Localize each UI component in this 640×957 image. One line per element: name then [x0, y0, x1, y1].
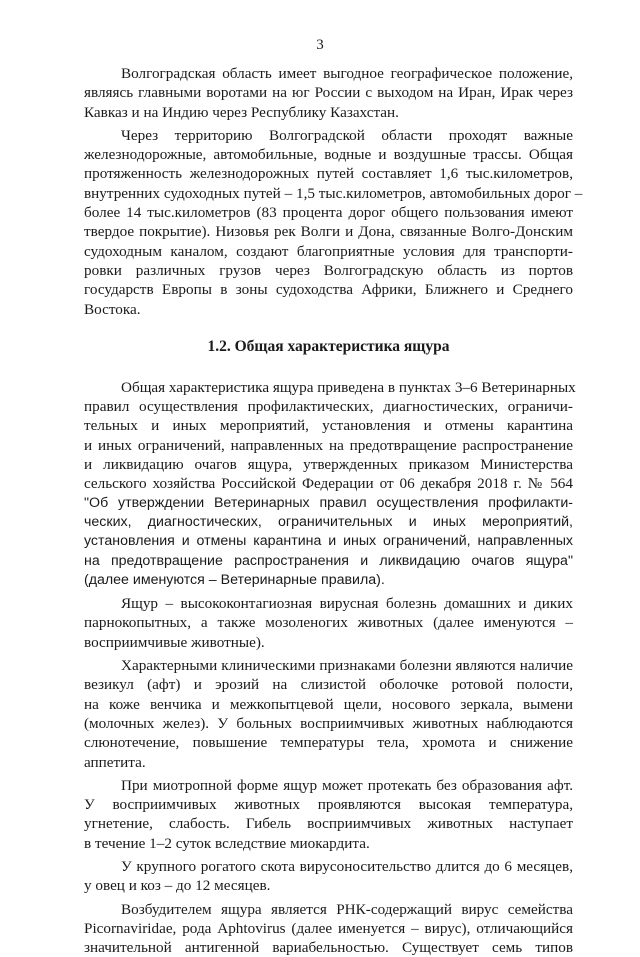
text-line: Picornaviridae, рода Aphtovirus (далее именуется – вирус), отличающийся [84, 919, 573, 937]
paragraph-pathogen [84, 900, 573, 957]
text-line: аппетита. [84, 753, 146, 771]
text-line: У крупного рогатого скота вирусоносительство длится до 6 месяцев, [121, 857, 573, 875]
text-line: Ящур – высококонтагиозная вирусная болезнь домашних и диких [121, 595, 573, 613]
text-line: на коже венчика и межкопытцевой щели, носового зеркала, вымени [84, 695, 573, 713]
text-line: везикул (афт) и эрозий на слизистой оболочке ротовой полости, [84, 676, 573, 694]
text-line: внутренних судоходных путей – 1,5 тыс.километров, автомобильных дорог – [84, 184, 583, 202]
text-line: Через территорию Волгоградской области проходят важные [121, 126, 573, 144]
page-number: 3 [316, 37, 324, 53]
paragraph-transport [84, 126, 583, 319]
text-line: парнокопытных, а также мозоленогих животных (далее именуются – [84, 614, 573, 632]
paragraph-definition [84, 594, 573, 652]
paragraph-general-characteristics [84, 378, 576, 590]
text-line: Волгоградская область имеет выгодное географическое положение, [121, 65, 573, 82]
text-line: сельского хозяйства Российской Федерации от 06 декабря 2018 г. № 564 [84, 475, 573, 493]
text-line: тельных и иных мероприятий, установления и отмены карантина [84, 417, 573, 435]
text-line: и ликвидацию очагов ящура, утвержденных приказом Министерства [84, 456, 573, 474]
text-line: Общая характеристика ящура приведена в пунктах 3–6 Ветеринарных [121, 378, 576, 396]
text-line: протяженность железнодорожных путей составляет 1,6 тыс.километров, [84, 165, 573, 183]
text-line: железнодорожные, автомобильные, водные и воздушные трассы. Общая [84, 146, 573, 164]
text-line: государств Европы в зоны судоходства Африки, Ближнего и Среднего [84, 281, 573, 299]
text-line: угнетение, слабость. Гибель восприимчивых животных наступает [84, 815, 573, 833]
text-line: (молочных желез). У больных восприимчивых животных наблюдаются [84, 714, 573, 732]
paragraph-geography [84, 64, 573, 122]
text-line: являясь главными воротами на юг России с выходом на Иран, Ирак через [84, 84, 573, 102]
section-heading: 1.2. Общая характеристика ящура [207, 337, 450, 355]
text-line: правил осуществления профилактических, диагностических, ограничи- [84, 398, 573, 416]
paragraph-myotropic-form [84, 776, 573, 853]
text-line: более 14 тыс.километров (83 процента дорог общего пользования имеют [84, 204, 573, 222]
text-line: "Об утверждении Ветеринарных правил осуществления профилакти- [84, 494, 573, 511]
text-line: слюнотечение, повышение температуры тела, хромота и снижение [84, 734, 573, 752]
text-line: восприимчивые животные). [84, 633, 265, 651]
text-line: Возбудителем ящура является РНК-содержащий вирус семейства [121, 900, 573, 918]
text-line: При миотропной форме ящур может протекать без образования афт. [121, 776, 573, 794]
text-line: судоходным каналом, создают благоприятные условия для транспорти- [84, 242, 573, 260]
text-line: и иных ограничений, направленных на предотвращение распространение [84, 436, 573, 454]
text-line: ровки различных грузов через Волгоградскую область из портов [84, 261, 573, 279]
text-line: Характерными клиническими признаками болезни являются наличие [121, 657, 573, 675]
text-line: в течение 1–2 суток вследствие миокардита. [84, 834, 370, 852]
text-line: У восприимчивых животных проявляются высокая температура, [84, 796, 573, 814]
paragraph-carrier-state [84, 857, 573, 896]
text-line: Востока. [84, 300, 141, 318]
text-line: (далее именуются – Ветеринарные правила). [84, 571, 385, 588]
text-line: твердое покрытие). Низовья рек Волги и Дона, связанные Волго-Донским [84, 223, 573, 241]
document-body [84, 64, 583, 957]
text-line: значительной антигенной вариабельностью. Существует семь типов [84, 939, 573, 957]
text-line: установления и отмены карантина и иных ограничений, направленных [84, 533, 573, 550]
text-line: на предотвращение распространения и ликвидацию очагов ящура" [84, 552, 573, 569]
text-line: у овец и коз – до 12 месяцев. [84, 877, 271, 895]
text-line: ческих, диагностических, ограничительных и иных мероприятий, [84, 513, 573, 530]
paragraph-clinical-signs [84, 656, 573, 772]
text-line: Кавказ и на Индию через Республику Казахстан. [84, 103, 399, 121]
